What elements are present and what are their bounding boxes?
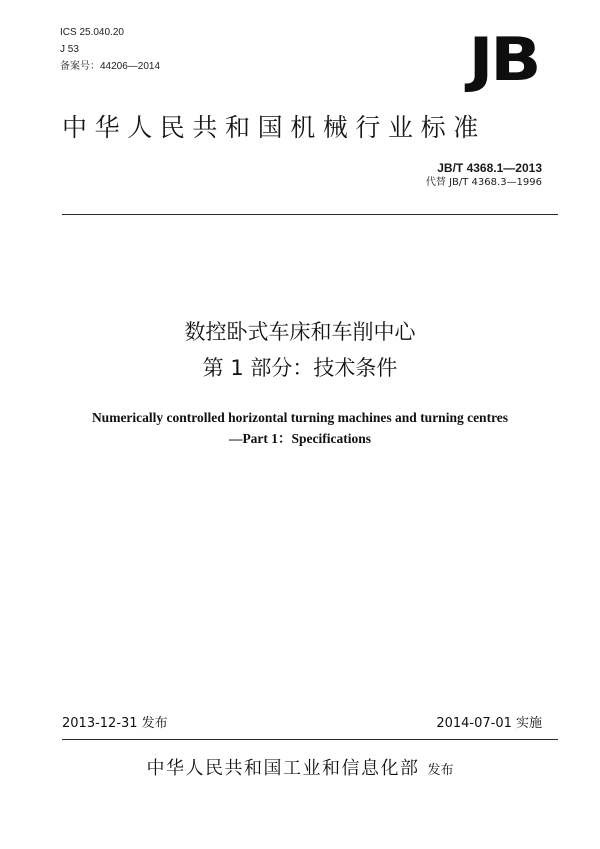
issuer-name: 中华人民共和国工业和信息化部 — [146, 758, 420, 779]
ics-code: ICS 25.040.20 — [60, 27, 124, 38]
issuer-verb: 发布 — [427, 763, 454, 778]
issue-date: 2013-12-31 发布 — [62, 716, 168, 731]
standard-code: JB/T 4368.1—2013 — [437, 161, 542, 175]
chinese-title-line-1: 数控卧式车床和车削中心 — [184, 320, 416, 344]
record-number-line — [60, 61, 160, 73]
jb-logo: JB — [468, 25, 538, 95]
replaces-line — [426, 177, 542, 189]
classification-code: J 53 — [60, 44, 79, 55]
record-number: 44206—2014 — [100, 61, 161, 72]
implementation-date: 2014-07-01 实施 — [436, 716, 542, 731]
issuer-line — [0, 754, 600, 780]
standard-category-title: 中华人民共和国机械行业标准 — [62, 113, 486, 142]
chinese-title-line-2: 第 1 部分：技术条件 — [202, 356, 398, 380]
replaces-label: 代替 — [425, 177, 446, 188]
header-divider — [62, 214, 558, 215]
english-title-line-1: Numerically controlled horizontal turning machines and turning centres — [91, 410, 509, 425]
english-title-line-2: —Part 1：Specifications — [228, 431, 372, 446]
record-number-label: 备案号： — [60, 61, 100, 72]
footer-divider — [62, 739, 558, 740]
replaces-code: JB/T 4368.3—1996 — [449, 177, 542, 188]
